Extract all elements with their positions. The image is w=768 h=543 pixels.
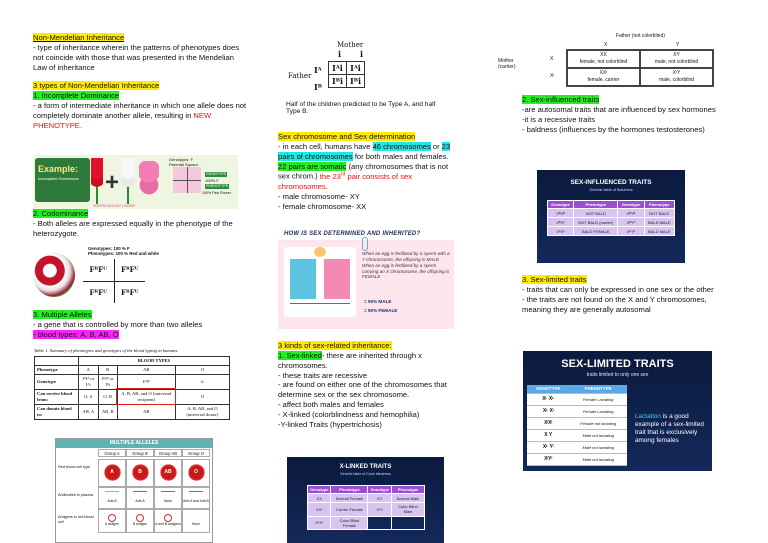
table-cell: IᴮIᴮ or Iᴮi	[98, 374, 117, 389]
table-header: Genotype	[618, 201, 644, 209]
table-cell: A	[79, 365, 99, 374]
sex-limited-title: SEX-LIMITED TRAITS	[561, 358, 674, 370]
table-cell: Normal Male	[391, 494, 424, 503]
father-label: Father	[288, 72, 312, 80]
column-2	[278, 132, 458, 211]
table-cell: Female Lactating	[569, 393, 627, 405]
sex-influenced-recessive: -it is a recessive traits	[522, 114, 596, 124]
antigen-icon	[164, 514, 172, 522]
table-cell: Color Blind Female	[331, 516, 368, 529]
table-cell: ii	[175, 374, 229, 389]
red-blood-cell-icon: O	[187, 463, 206, 482]
father-allele-1: Iᴬ	[314, 65, 322, 75]
table-cell: XᴮYᴮ	[618, 209, 644, 218]
antibody-label: None	[163, 499, 173, 503]
table-cell: XY	[368, 494, 391, 503]
chart-cell	[98, 459, 126, 487]
recessive-line: - these traits are recessive	[278, 370, 368, 380]
paperclip-icon	[362, 237, 368, 251]
cell-xxr: XXʳ	[599, 70, 608, 76]
heading-incomplete-dominance: 1. Incomplete Dominance	[33, 91, 120, 101]
table-header: Genotype	[308, 486, 331, 494]
example-sub: Incomplete Dominance	[38, 175, 79, 181]
sex-determination-image	[278, 229, 454, 329]
row-label: Antibodies in plasma	[58, 493, 94, 497]
heading-sex-influenced: 2. Sex-influenced traits	[522, 95, 600, 104]
table-row	[308, 503, 425, 516]
sex-determination-title: HOW IS SEX DETERMINED AND INHERITED?	[278, 229, 454, 240]
table-header-blood-types: BLOOD TYPES	[79, 356, 230, 365]
male-percentage: = 50% MALE	[364, 299, 392, 304]
table-cell: Male not lactating	[569, 441, 627, 453]
phenotype-label: PHENOTYPE	[206, 184, 229, 188]
red-blood-cell-icon: A	[103, 463, 122, 482]
table-cell: B	[98, 365, 117, 374]
table-cell: XᴮYᵇ	[618, 218, 644, 227]
table-caption: Table 1. Summary of phenotypes and genotypes of the blood typing in humans.	[34, 348, 179, 353]
antigen-label: None	[191, 522, 201, 526]
incomplete-dominance-definition: - a form of intermediate inheritance in which one allele does not completely dominate another allele, resulting in NEW PHENOTYPE.	[33, 101, 247, 130]
group-header: Group O	[182, 449, 210, 457]
table-row	[35, 365, 230, 374]
sex-influenced-def: -are autosomal traits that are influenced by sex hormones	[522, 104, 716, 114]
table-cell: NOT BALD	[574, 209, 618, 218]
table-cell: NOT BALD	[644, 209, 674, 218]
table-row	[308, 494, 425, 503]
multiple-alleles-title: MULTIPLE ALLELES	[56, 439, 212, 448]
table-cell: A, B, AB, and O (universal donor)	[175, 404, 229, 419]
sex-limited-autosomal: - the traits are not found on the X and Y chromosomes, meaning they are generally autosomal	[522, 294, 707, 314]
table-cell: Color Blind Male	[391, 503, 424, 516]
blood-types-line: - blood types: A, B, AB, O	[33, 329, 119, 339]
cell-xy-desc: male, not colorblind	[654, 58, 699, 65]
table-cell: O, A	[79, 389, 99, 404]
genotype-label: GENOTYPE	[206, 172, 226, 176]
table-cell: Xᴸ Xˡ	[527, 405, 569, 417]
antibody-label: Anti-B	[107, 499, 117, 503]
antibody-label: Anti-A and Anti-B	[183, 499, 209, 503]
parental-text: Parental Square:	[169, 162, 200, 167]
table-cell: BALD FEMALE	[574, 227, 618, 236]
white-flower-icon	[121, 158, 135, 204]
table-cell: XᶜY	[368, 503, 391, 516]
female-chromosome: - female chromosome- XX	[278, 201, 367, 211]
cell-xxr-desc: female, carrier	[587, 76, 620, 83]
non-mendelian-definition: - type of inheritance wherein the patterns of phenotypes does not coincide with those that was presented in the Mendelian Law of inheritance	[33, 42, 240, 72]
mother-carrier: Mother (carrier)	[498, 58, 516, 70]
antibody-icon	[161, 491, 175, 499]
table-cell: X Y	[527, 429, 569, 441]
sex-limited-sub: traits limited to only one sex	[586, 372, 649, 378]
group-header: Group AB	[154, 449, 182, 457]
antigen-label: A antigen	[104, 522, 120, 526]
table-header: Phenotype	[574, 201, 618, 209]
table-cell: Carrier Female	[331, 503, 368, 516]
chart-cell	[182, 459, 210, 487]
incomplete-dominance-image	[33, 155, 238, 209]
table-cell: BALD MALE	[644, 227, 674, 236]
table-header: PHENOTYPE	[569, 385, 627, 393]
red-flower-icon	[91, 158, 103, 204]
sex-influenced-table	[547, 200, 675, 236]
table-cell: IᴬIᴬ or Iᴬi	[79, 374, 99, 389]
sex-influenced-sub: Genetic table of Baldness	[589, 188, 633, 192]
table-row	[527, 453, 627, 465]
table-cell: Xᴸ Xᴸ	[527, 393, 569, 405]
antigen-label: A and B antigens	[155, 522, 181, 526]
table-cell: AB	[117, 404, 175, 419]
y-linked-line: -Y-linked Traits (hypertrichosis)	[278, 419, 382, 429]
table-cell: XˡXˡ	[527, 417, 569, 429]
column-3-sex-limited	[522, 275, 722, 314]
x-linked-sub: Genetic table of Color blindness	[340, 472, 391, 476]
sex-influenced-slide	[537, 170, 685, 263]
antibody-icon	[133, 491, 147, 499]
blood-punnett-square	[286, 40, 436, 116]
row-label: Red blood cell type	[58, 465, 91, 469]
table-cell: AB, B	[98, 404, 117, 419]
table-row	[35, 374, 230, 389]
antibody-label: Anti-A	[135, 499, 145, 503]
table-cell: O	[175, 365, 229, 374]
table-cell: XXᶜ	[308, 503, 331, 516]
table-header: Phenotype	[331, 486, 368, 494]
table-cell: Male not lactating	[569, 429, 627, 441]
row-header: Genotype	[35, 374, 79, 389]
lactation-note: Lactation is a good example of a sex-limited trait that is exclusively among females	[635, 413, 704, 444]
cell-xry-desc: male, colorblind	[658, 76, 695, 83]
row-header: Can receive blood from:	[35, 389, 79, 404]
table-header: Genotype	[368, 486, 391, 494]
chart-cell	[98, 509, 126, 533]
punnett-cell: Iᴬi	[329, 62, 347, 75]
x-linked-slide	[287, 457, 444, 543]
table-cell: O, B	[98, 389, 117, 404]
row-label: Antigens in red blood cell	[58, 515, 94, 524]
heading-non-mendelian: Non-Mendelian Inheritance	[33, 33, 125, 42]
table-row	[548, 218, 675, 227]
antibody-icon	[105, 491, 119, 499]
father-allele-2: Iᴮ	[314, 82, 322, 92]
table-row	[527, 429, 627, 441]
table-cell: XᴮXᴮ	[548, 209, 574, 218]
colorblind-punnett	[498, 33, 718, 93]
table-header: Phenotype	[391, 486, 424, 494]
row-allele-x: X	[550, 56, 554, 62]
found-on-line: - are found on either one of the chromosomes that determine sex or the sex chromosome.	[278, 380, 447, 400]
codominance-image: Genotypes: 100 % F Phenotypes: 100 % Red and white FᴿFᵂ FᴿFᵂ FᴿFᵂ FᴿFᵂ	[33, 245, 148, 305]
cell-xx: XX	[600, 52, 607, 58]
group-header: Group B	[126, 449, 154, 457]
table-cell: XᵇYᵇ	[618, 227, 644, 236]
table-cell: XᶜXᶜ	[308, 516, 331, 529]
col-allele-y: Y	[676, 42, 680, 48]
cell-xry: XʳY	[672, 70, 681, 76]
sex-limited-def: - traits that can only be expressed in one sex or the other	[522, 284, 714, 294]
chart-cell	[126, 487, 154, 509]
mother-allele-1: i	[338, 49, 342, 59]
antigen-icon	[136, 514, 144, 522]
table-cell: Female Lactating	[569, 405, 627, 417]
table-row	[35, 404, 230, 419]
codominance-definition: - Both alleles are expressed equally in the phenotype of the heterozygote.	[33, 218, 233, 238]
table-cell: NOT BALD (carrier)	[574, 218, 618, 227]
row-allele-xr: Xʳ	[550, 73, 555, 79]
example-label: Example:	[38, 164, 79, 174]
table-cell: O	[175, 389, 229, 404]
chart-cell	[182, 509, 210, 533]
affect-both-line: - affect both males and females	[278, 400, 384, 410]
column-1-codominance	[33, 209, 248, 239]
table-cell: Xᴸ Yˡ	[527, 441, 569, 453]
punnett-caption: Half of the children predicted to be Type A, and half Type B.	[286, 101, 436, 116]
table-cell: IᴬIᴮ	[117, 374, 175, 389]
table-cell	[391, 516, 424, 529]
table-header: Phenotype	[644, 201, 674, 209]
table-row	[548, 209, 675, 218]
table-cell	[368, 516, 391, 529]
row-header: Can donate blood to:	[35, 404, 79, 419]
red-blood-cell-icon: AB	[159, 463, 178, 482]
x-linked-title: X-LINKED TRAITS	[339, 464, 392, 470]
punnett-cell: Iᴮi	[329, 75, 347, 88]
cell-xx-desc: female, not colorblind	[579, 58, 628, 65]
table-cell: AB, A	[79, 404, 99, 419]
snapdragon-label: SNAPDRAGON FLOWER	[93, 204, 135, 208]
pink-result: 100% Pink Flower	[202, 191, 231, 195]
table-header: GENOTYPE	[527, 385, 569, 393]
phenotype-caption: Phenotypes: 100 % Red and white	[88, 251, 159, 256]
table-header: Genotype	[548, 201, 574, 209]
antigen-label: B antigen	[132, 522, 148, 526]
table-cell: XᴮXᵇ	[548, 218, 574, 227]
male-chromosome: - male chromosome- XY	[278, 191, 360, 201]
row-header: Phenotype	[35, 365, 79, 374]
table-cell: A, B, AB, and O (universal recipient)	[117, 389, 175, 404]
blood-type-table	[34, 356, 230, 420]
table-header-empty	[35, 356, 79, 365]
plus-sign: +	[105, 169, 120, 196]
x-linked-table	[307, 485, 425, 530]
table-row	[308, 516, 425, 529]
table-row	[527, 441, 627, 453]
punnett-cell: Iᴬi	[347, 62, 365, 75]
table-cell: Male not lactating	[569, 453, 627, 465]
antigen-icon	[108, 514, 116, 522]
sex-influenced-baldness: - baldness (influences by the hormones testosterones)	[522, 124, 705, 134]
sex-limited-slide	[523, 351, 712, 471]
multiple-alleles-chart	[55, 438, 213, 543]
female-fertilization-text: When an egg is fertilized by a sperm carrying an X chromosome, the offspring is FEMALE	[362, 263, 450, 279]
group-header: Group A	[98, 449, 126, 457]
table-cell: XᵇXᵇ	[548, 227, 574, 236]
table-row	[548, 227, 675, 236]
male-fertilization-text: When an egg is fertilized by a sperm with a Y chromosome, the offspring is MALE	[362, 251, 450, 262]
col-allele-x: X	[604, 42, 608, 48]
cell-xy: XY	[673, 52, 680, 58]
table-row	[527, 417, 627, 429]
column-1	[33, 33, 248, 131]
heading-sex-determination: Sex chromosome and Sex determination	[278, 132, 416, 141]
sex-influenced-title: SEX-INFLUENCED TRAITS	[570, 179, 652, 186]
chart-cell	[154, 487, 182, 509]
female-percentage: = 50% FEMALE	[364, 307, 398, 313]
table-cell: XˡYˡ	[527, 453, 569, 465]
heading-three-kinds: 3 kinds of sex-related inheritance:	[278, 341, 392, 350]
genotypes-text: Genotypes: F	[169, 157, 194, 162]
chart-cell	[154, 459, 182, 487]
multiple-alleles-definition: - a gene that is controlled by more than two alleles	[33, 319, 203, 329]
table-row	[527, 405, 627, 417]
heading-sex-limited: 3. Sex-limited traits	[522, 275, 587, 284]
chart-cell	[126, 509, 154, 533]
table-cell: XX	[308, 494, 331, 503]
column-3-sex-influenced	[522, 95, 722, 134]
table-row	[35, 389, 230, 404]
mother-allele-2: i	[360, 49, 364, 59]
x-linked-line: - X-linked (colorblindness and hemophilia)	[278, 410, 420, 420]
chart-cell	[126, 459, 154, 487]
red-white-flower-icon	[33, 253, 75, 297]
chart-cell	[182, 487, 210, 509]
chart-cell	[154, 509, 182, 533]
ratio-text: 100% F	[205, 178, 219, 183]
genotype-caption: Genotypes: 100 % F	[88, 246, 130, 251]
heading-three-types: 3 types of Non-Mendelian Inheritance	[33, 81, 160, 91]
column-1-multiple-alleles	[33, 310, 248, 340]
table-row	[527, 393, 627, 405]
punnett-cell: Iᴮi	[347, 75, 365, 88]
pink-flower-icon	[139, 161, 159, 201]
blood-type-table-block	[34, 348, 230, 420]
antibody-icon	[189, 491, 203, 499]
table-cell: Normal Female	[331, 494, 368, 503]
heading-codominance: 2. Codominance	[33, 209, 89, 218]
heading-multiple-alleles: 3. Multiple Alleles	[33, 310, 92, 319]
column-2-inheritance	[278, 341, 463, 430]
table-cell: AB	[117, 365, 175, 374]
red-blood-cell-icon: B	[131, 463, 150, 482]
table-cell: Female not lactating	[569, 417, 627, 429]
sex-linked-line: 1. Sex-linked- there are inherited through x chromosomes.	[278, 350, 422, 370]
chromosome-paragraph: - in each cell, humans have 46 chromosomes or 23 pairs of chromosomes for both males and females. 22 pairs are somatic (any chromosomes that is not sex chrom.) the 23rd pair consists of sex chromosomes.	[278, 141, 451, 191]
chart-cell	[98, 487, 126, 509]
father-not-colorblind: Father (not colorblind)	[616, 33, 665, 39]
antigen-icon	[192, 514, 200, 522]
sex-limited-table	[527, 385, 627, 466]
mother-label: Mother	[337, 41, 364, 49]
table-cell: BALD MALE	[644, 218, 674, 227]
punnett-grid	[328, 61, 365, 88]
